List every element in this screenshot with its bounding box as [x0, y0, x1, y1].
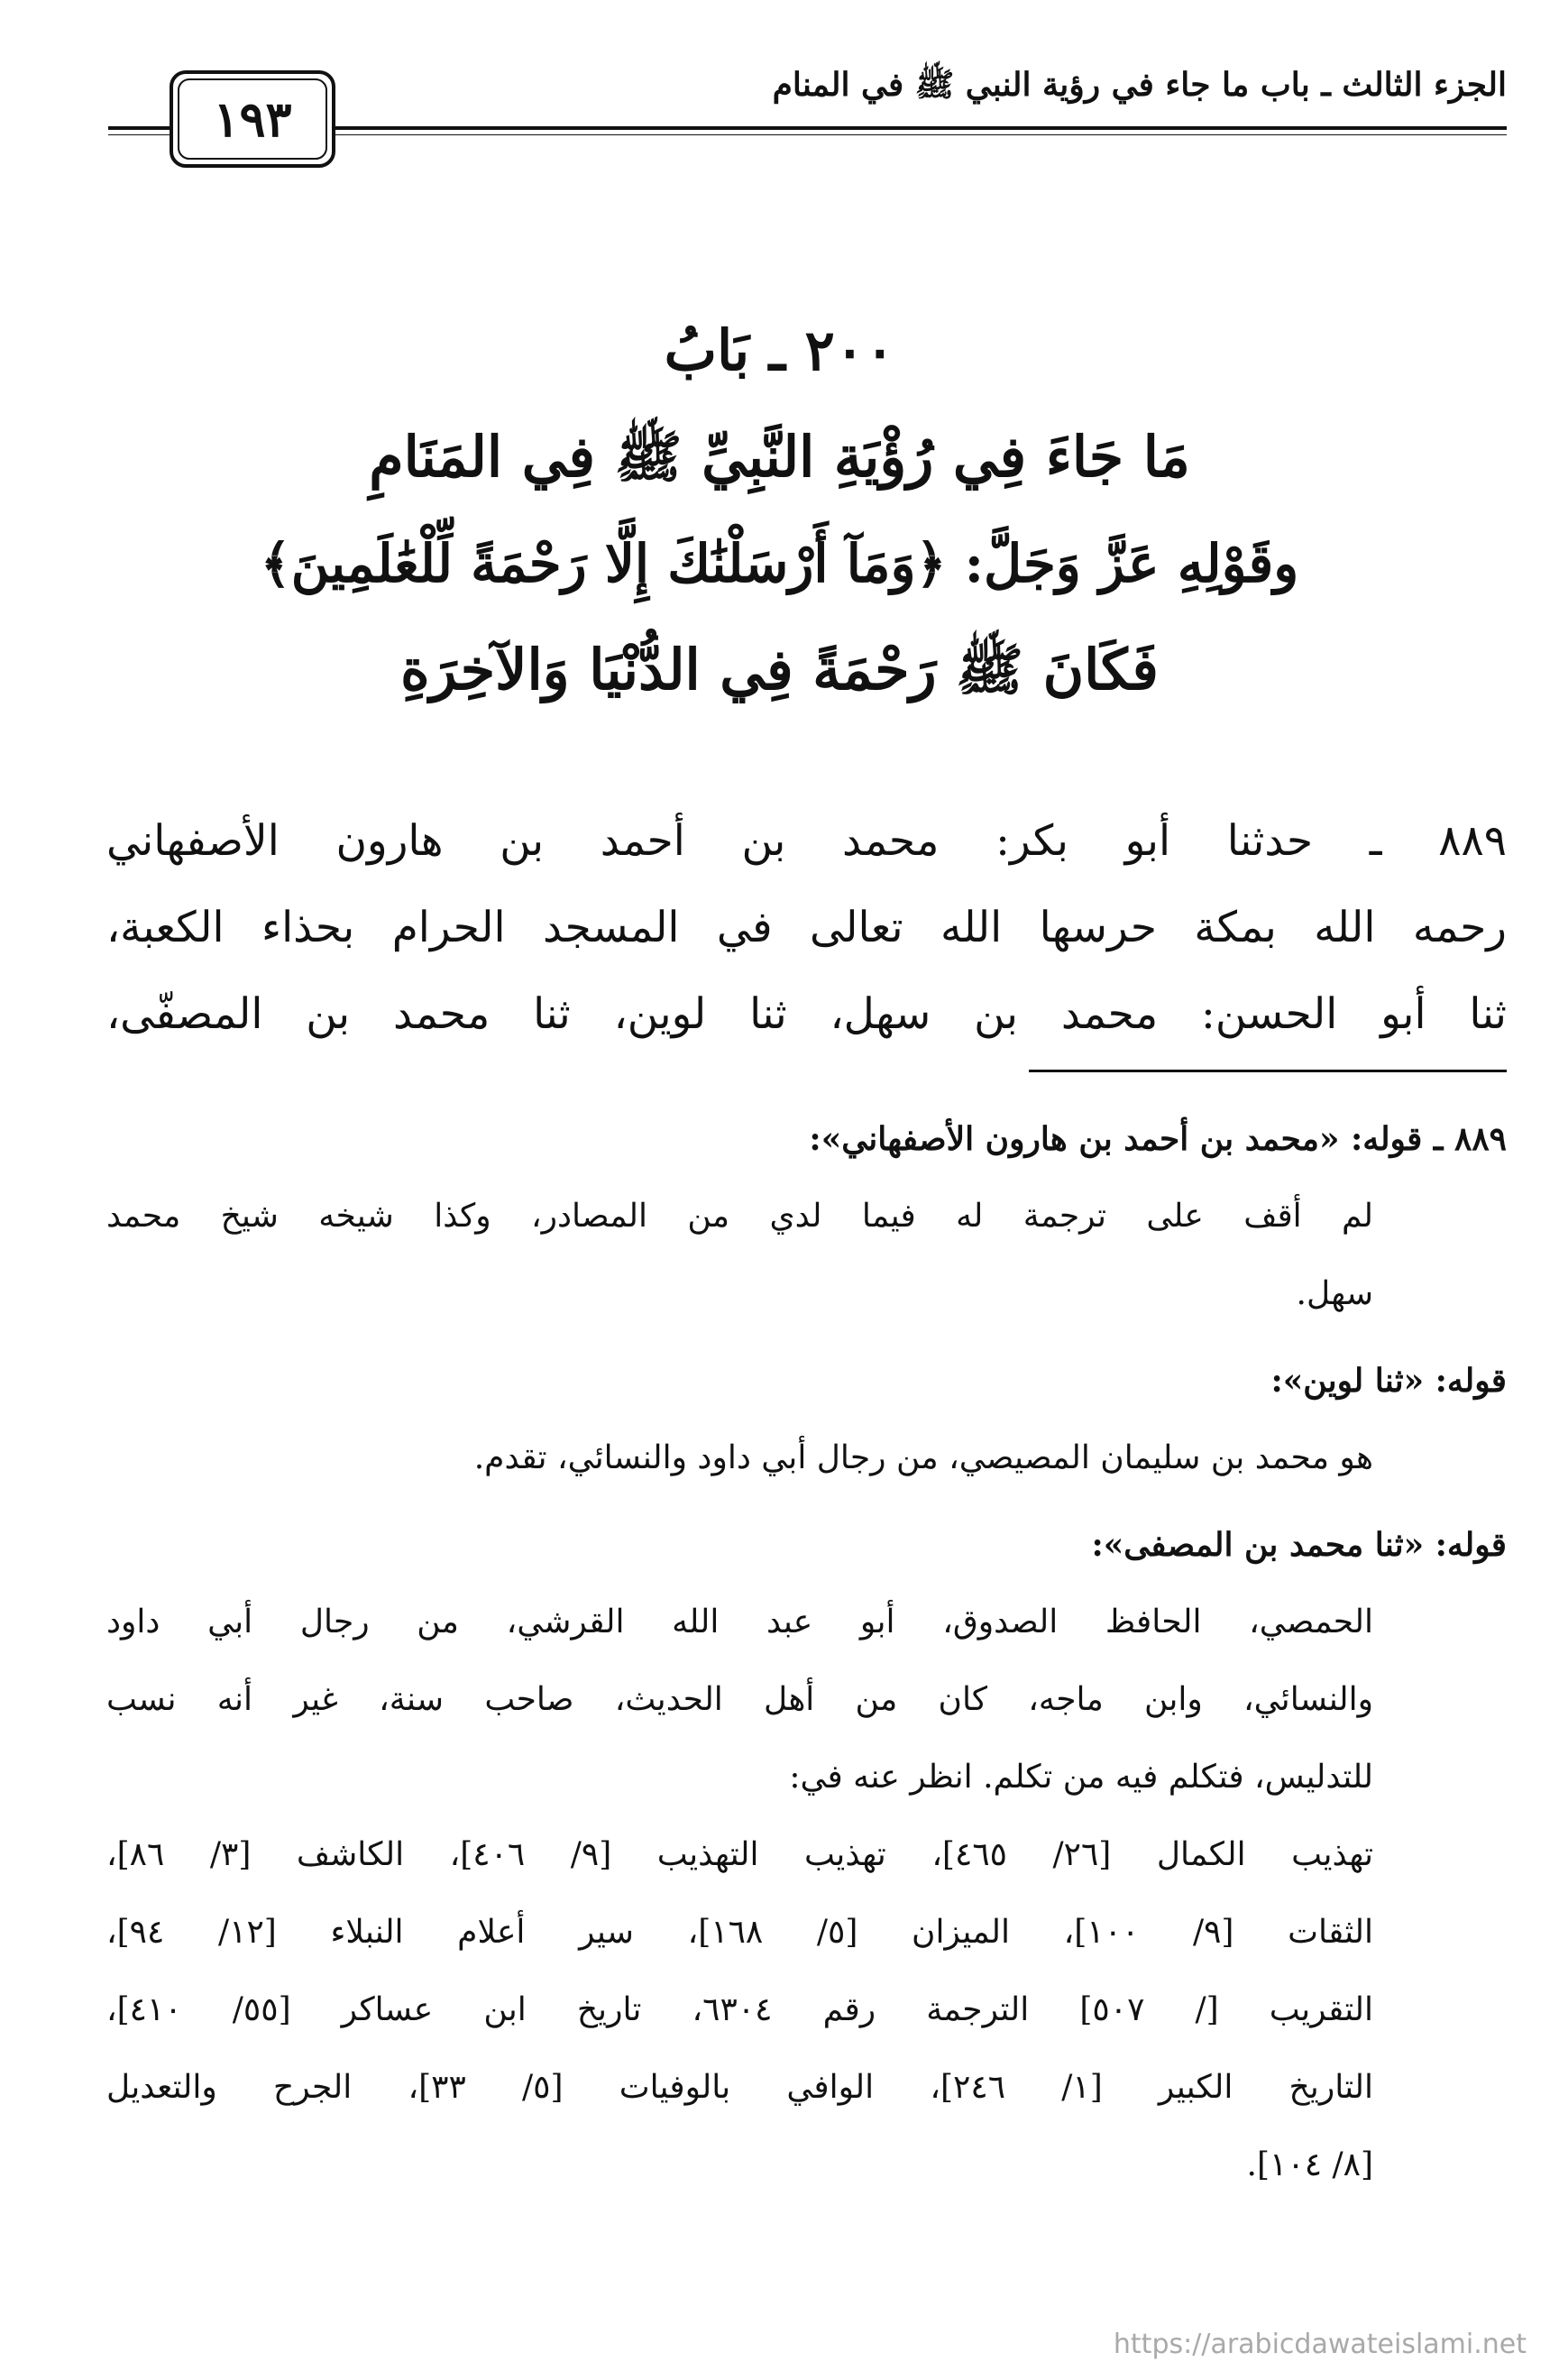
footnote-line: والنسائي، وابن ماجه، كان من أهل الحديث، صاحب سنة، غير أنه نسب	[106, 1681, 1373, 1718]
footnote-line: الثقات [٩/ ١٠٠]، الميزان [٥/ ١٦٨]، سير أعلام النبلاء [١٢/ ٩٤]،	[106, 1914, 1373, 1951]
footnote-heading: قوله: «ثنا لوين»:	[1270, 1362, 1507, 1400]
text-line: ثنا أبو الحسن: محمد بن سهل، ثنا لوين، ثنا محمد بن المصفّى،	[106, 989, 1507, 1039]
footnotes	[106, 1100, 1507, 2204]
page-number: ١٩٣	[178, 78, 327, 160]
chapter-number: ٢٠٠ ـ بَابُ	[664, 317, 895, 383]
footnote-line: هو محمد بن سليمان المصيصي، من رجال أبي داود والنسائي، تقدم.	[473, 1439, 1373, 1476]
page-number-box	[170, 70, 335, 168]
footnote-line: تهذيب الكمال [٢٦/ ٤٦٥]، تهذيب التهذيب [٩/ ٤٠٦]، الكاشف [٣/ ٨٦]،	[106, 1836, 1373, 1873]
chapter-closing-line: فَكَانَ ﷺ رَحْمَةً فِي الدُّنْيَا وَالآخِرَةِ	[400, 637, 1159, 703]
footnote-line: للتدليس، فتكلم فيه من تكلم. انظر عنه في:	[789, 1759, 1373, 1796]
chapter-heading	[90, 298, 1469, 723]
footnote-line: سهل.	[1296, 1275, 1373, 1312]
text-line: ٨٨٩ ـ حدثنا أبو بكر: محمد بن أحمد بن هارون الأصفهاني	[106, 816, 1507, 866]
footnote-line: الحمصي، الحافظ الصدوق، أبو عبد الله القرشي، من رجال أبي داود	[106, 1604, 1373, 1640]
footnote-line: لم أقف على ترجمة له فيما لدي من المصادر، وكذا شيخه شيخ محمد	[106, 1198, 1373, 1235]
footnote-line: التقريب [/ ٥٠٧] الترجمة رقم ٦٣٠٤، تاريخ ابن عساكر [٥٥/ ٤١٠]،	[106, 1991, 1374, 2028]
text-line: رحمه الله بمكة حرسها الله تعالى في المسجد الحرام بحذاء الكعبة،	[106, 903, 1507, 952]
footnote-body	[106, 1420, 1507, 1497]
footnote-line: [٨/ ١٠٤].	[1246, 2146, 1373, 2183]
footnote-heading: ٨٨٩ ـ قوله: «محمد بن أحمد بن هارون الأصفهاني»:	[809, 1120, 1507, 1158]
running-head: الجزء الثالث ـ باب ما جاء في رؤية النبي ﷺ في المنام	[772, 66, 1507, 104]
footnote-body	[106, 1178, 1507, 1333]
watermark-url: https://arabicdawateislami.net	[1113, 2329, 1527, 2360]
footnote-line: التاريخ الكبير [١/ ٢٤٦]، الوافي بالوفيات [٥/ ٣٣]، الجرح والتعديل	[106, 2069, 1374, 2106]
footnote-body	[106, 1584, 1507, 2204]
footnote-heading: قوله: «ثنا محمد بن المصفى»:	[1091, 1526, 1507, 1564]
hadith-text	[106, 798, 1507, 1058]
chapter-title: مَا جَاءَ فِي رُؤْيَةِ النَّبِيِّ ﷺ فِي المَنَامِ	[369, 424, 1190, 490]
footnote-separator	[1029, 1070, 1507, 1072]
quran-verse-line: وقَوْلِهِ عَزَّ وَجَلَّ: ﴿وَمَآ أَرْسَلْنَٰكَ إِلَّا رَحْمَةً لِّلْعَٰلَمِينَ﴾	[260, 533, 1299, 594]
